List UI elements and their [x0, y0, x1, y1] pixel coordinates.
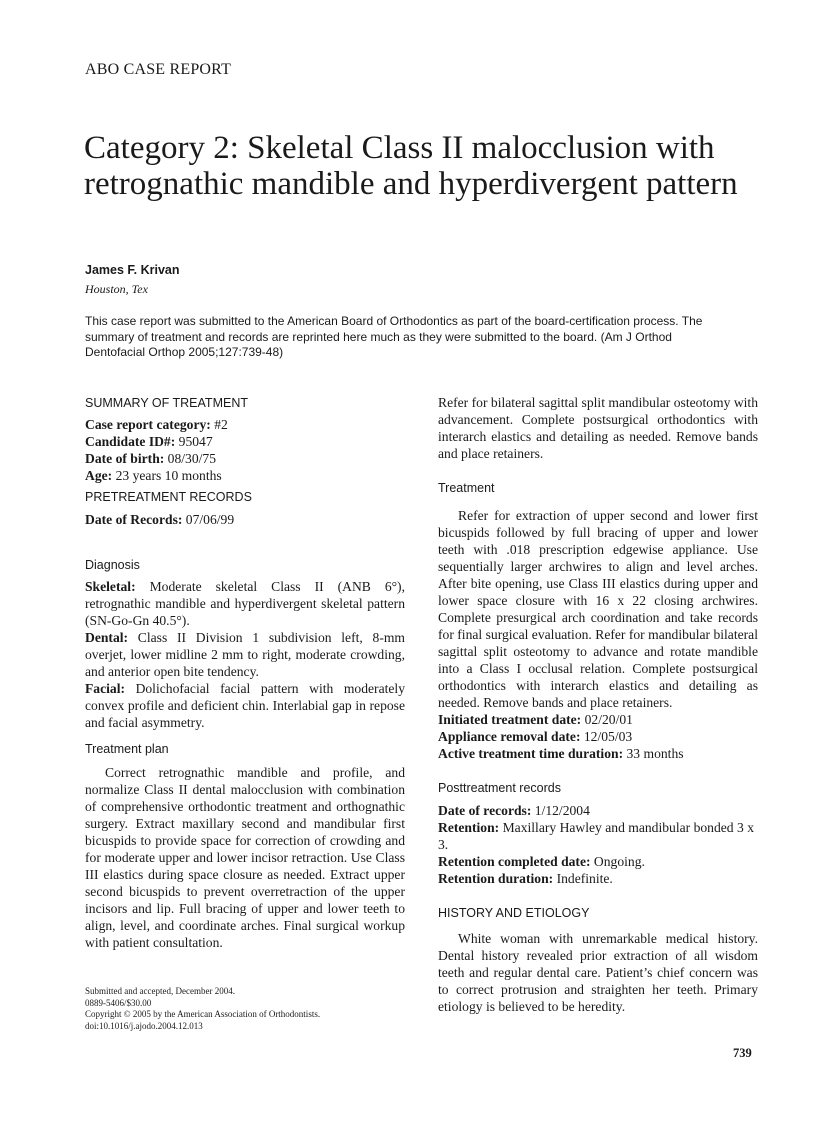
author-name: James F. Krivan — [85, 263, 180, 277]
retention-completed-field — [438, 853, 758, 870]
dob-value: 08/30/75 — [164, 451, 217, 466]
removal-date-field — [438, 728, 758, 745]
retention-field — [438, 819, 758, 853]
diagnosis-dental — [85, 629, 405, 680]
skeletal-label: Skeletal: — [85, 579, 136, 594]
duration-value: 33 months — [623, 746, 684, 761]
pretreatment-date-field — [85, 511, 405, 528]
summary-heading: SUMMARY OF TREATMENT — [85, 396, 248, 410]
diagnosis-heading: Diagnosis — [85, 558, 140, 572]
dob-field — [85, 450, 405, 467]
duration-label: Active treatment time duration: — [438, 746, 624, 761]
age-label: Age: — [85, 468, 113, 483]
retention-value: Maxillary Hawley and mandibular bonded 3 x 3. — [438, 820, 754, 852]
abstract: This case report was submitted to the American Board of Orthodontics as part of the board-certification process. The summary of treatment and records are reprinted here much as they were submitted to the board. (Am J Orthod Dentofacial Orthop 2005;127:739-48) — [85, 314, 703, 359]
treatment-heading: Treatment — [438, 481, 495, 495]
footnote — [85, 986, 415, 1032]
facial-text: Dolichofacial facial pattern with moderately convex profile and deficient chin. Interlabial gap in repose and facial asymmetry. — [85, 681, 405, 730]
pretreatment-date-value: 07/06/99 — [182, 512, 235, 527]
case-category-label: Case report category: — [85, 417, 211, 432]
case-category-field — [85, 416, 405, 433]
age-value: 23 years 10 months — [112, 468, 222, 483]
retention-duration-value: Indefinite. — [553, 871, 613, 886]
page-number: 739 — [733, 1046, 752, 1060]
dental-label: Dental: — [85, 630, 129, 645]
case-category-value: #2 — [210, 417, 228, 432]
footnote-submitted: Submitted and accepted, December 2004. — [85, 986, 235, 996]
treatment-plan-heading: Treatment plan — [85, 742, 169, 756]
retention-duration-label: Retention duration: — [438, 871, 554, 886]
dental-text: Class II Division 1 subdivision left, 8-mm overjet, lower midline 2 mm to right, moderate crowding, and anterior open bite tendency. — [85, 630, 405, 679]
treatment-plan-text: Correct retrognathic mandible and profile, and normalize Class II dental malocclusion with combination of comprehensive orthodontic treatment and orthognathic surgery. Extract maxillary second and mandibular first bicuspids to provide space for correction of crowding and for moderate upper and lower incisor retraction. Use Class III elastics during space closure as needed. Extract upper second bicuspids to prevent overretraction of the upper incisors and lip. Full bracing of upper and lower teeth to align, level, and coordinate arches. Final surgical workup with patient consultation. — [85, 765, 405, 950]
posttreatment-heading: Posttreatment records — [438, 781, 561, 795]
initiated-date-value: 02/20/01 — [581, 712, 633, 727]
pretreatment-date-label: Date of Records: — [85, 512, 183, 527]
footnote-issn: 0889-5406/$30.00 — [85, 997, 152, 1008]
treatment-text: Refer for extraction of upper second and lower first bicuspids followed by full bracing of upper and lower teeth with .018 prescription edgewise appliance. Use sequentially larger archwires to align and level arches. After bite opening, use Class III elastics during upper and lower space closure with 16 x 22 closing archwires. Complete presurgical arch coordination and take records for final surgical evaluation. Refer for mandibular bilateral sagittal split osteotomy to advance and rotate mandible into a Class I occlusal relation. Complete postsurgical orthodontics with interarch elastics and detailing as needed. Remove bands and place retainers. — [438, 508, 758, 710]
post-date-value: 1/12/2004 — [531, 803, 590, 818]
age-field — [85, 467, 405, 484]
history-text: White woman with unremarkable medical history. Dental history revealed prior extraction of all wisdom teeth and regular dental care. Patient’s chief concern was to correct protrusion and straighten her teeth. Primary etiology is believed to be heredity. — [438, 931, 758, 1014]
candidate-id-field — [85, 433, 405, 450]
retention-completed-label: Retention completed date: — [438, 854, 591, 869]
facial-label: Facial: — [85, 681, 126, 696]
duration-field — [438, 745, 758, 762]
footnote-doi: doi:10.1016/j.ajodo.2004.12.013 — [85, 1020, 203, 1031]
treatment-plan-continuation: Refer for bilateral sagittal split mandibular osteotomy with advancement. Complete postsurgical orthodontics with interarch elastics and detailing as needed. Remove bands and place retainers. — [438, 395, 758, 461]
left-column — [85, 394, 405, 951]
retention-label: Retention: — [438, 820, 500, 835]
candidate-id-value: 95047 — [175, 434, 213, 449]
journal-section-label: ABO CASE REPORT — [85, 61, 232, 78]
candidate-id-label: Candidate ID#: — [85, 434, 176, 449]
initiated-date-label: Initiated treatment date: — [438, 712, 582, 727]
right-column — [438, 394, 758, 1015]
removal-date-label: Appliance removal date: — [438, 729, 581, 744]
history-heading: HISTORY AND ETIOLOGY — [438, 906, 590, 920]
dob-label: Date of birth: — [85, 451, 165, 466]
initiated-date-field — [438, 711, 758, 728]
footnote-copyright: Copyright © 2005 by the American Association of Orthodontists. — [85, 1009, 321, 1019]
retention-completed-value: Ongoing. — [590, 854, 645, 869]
author-affiliation: Houston, Tex — [85, 282, 148, 296]
retention-duration-field — [438, 870, 758, 887]
post-date-label: Date of records: — [438, 803, 532, 818]
diagnosis-facial — [85, 680, 405, 731]
pretreatment-heading: PRETREATMENT RECORDS — [85, 490, 252, 504]
diagnosis-skeletal — [85, 578, 405, 629]
skeletal-text: Moderate skeletal Class II (ANB 6°), retrognathic mandible and hyperdivergent skeletal pattern (SN-Go-Gn 40.5°). — [85, 579, 405, 628]
post-date-field — [438, 802, 758, 819]
article-title: Category 2: Skeletal Class II malocclusion with retrognathic mandible and hyperdivergent pattern — [84, 130, 738, 202]
removal-date-value: 12/05/03 — [580, 729, 633, 744]
